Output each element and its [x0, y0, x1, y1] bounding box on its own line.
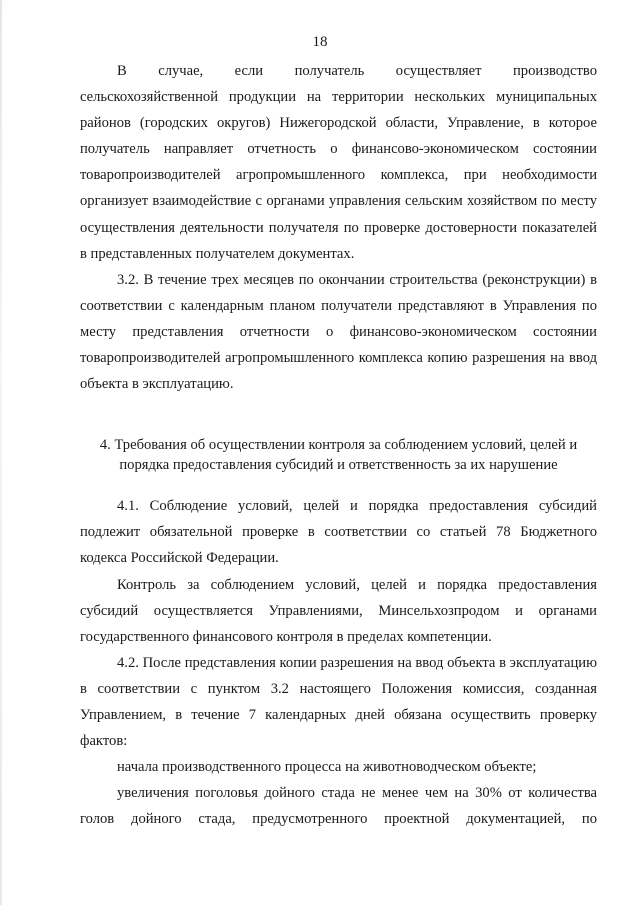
list-item-herd-increase: увеличения поголовья дойного стада не менее чем на 30% от количества голов дойного стада, предусмотренного проектной документацией, по: [80, 785, 597, 828]
section-heading: 4. Требования об осуществлении контроля за соблюдением условий, целей и порядка предоставления субсидий и ответственность за их нарушение: [99, 437, 578, 474]
scan-edge: [0, 0, 2, 905]
paragraph-multi-district: В случае, если получатель осуществляет производство сельскохозяйственной продукции на территории нескольких муниципальных районов (городских округов) Нижегородской области, Управление, в которое получатель направляет отчетность о финансово-экономическом состоянии товаропроизводителей агропромышленного комплекса, при необходимости организует взаимодействие с органами управления сельским хозяйством по месту осуществления деятельности получателя по проверке достоверности показателей в представленных получателем документах.: [80, 63, 597, 262]
document-body: [80, 58, 597, 832]
paragraph-control: Контроль за соблюдением условий, целей и порядка предоставления субсидий осуществляется Управлениями, Минсельхозпродом и органами государственного финансового контроля в пределах компетенции.: [80, 576, 597, 645]
paragraph-4-1: 4.1. Соблюдение условий, целей и порядка предоставления субсидий подлежит обязательной проверке в соответствии со статьей 78 Бюджетного кодекса Российской Федерации.: [80, 498, 597, 567]
list-item-production-start: начала производственного процесса на животноводческом объекте;: [117, 759, 537, 776]
paragraph-4-2: 4.2. После представления копии разрешения на ввод объекта в эксплуатацию в соответствии с пунктом 3.2 настоящего Положения комиссия, созданная Управлением, в течение 7 календарных дней обязана осуществить проверку фактов:: [80, 654, 597, 750]
paragraph-3-2: 3.2. В течение трех месяцев по окончании строительства (реконструкции) в соответствии с календарным планом получатели представляют в Управления по месту представления отчетности о финансово-экономическом состоянии товаропроизводителей агропромышленного комплекса копию разрешения на ввод объекта в эксплуатацию.: [80, 271, 597, 393]
page-number: 18: [312, 34, 328, 50]
